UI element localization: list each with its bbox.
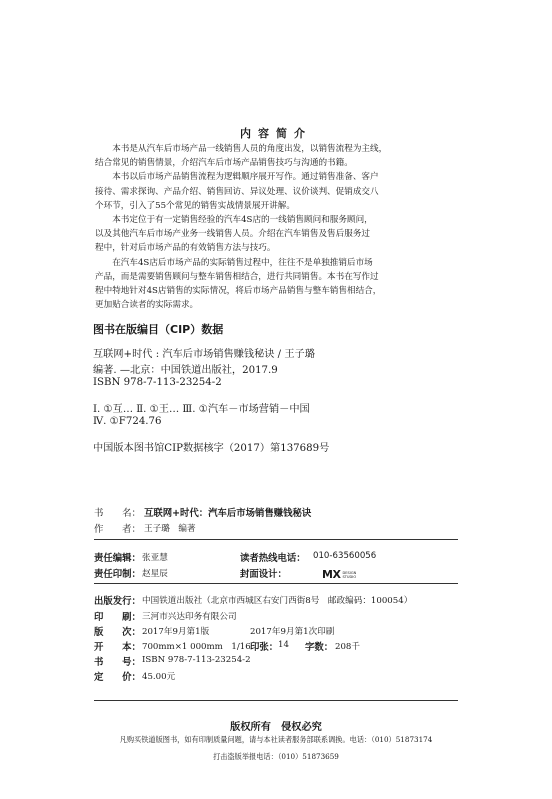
intro-line: 本书是从汽车后市场产品一线销售人员的角度出发，以销售流程为主线， (112, 144, 388, 154)
intro-line: 程中特地针对4S店销售的实际情况，将后市场产品销售与整车销售相结合， (95, 286, 382, 297)
cip-line: 编著. —北京：中国铁道出版社，2017.9 (93, 365, 278, 376)
sheets-label: 印张： (250, 642, 279, 653)
antipiracy-hotline: 打击盗版举报电话：（010）51873659 (213, 752, 339, 761)
cover-design-label: 封面设计： (240, 569, 287, 580)
cip-line: 互联网+时代 : 汽车后市场销售赚钱秘诀 / 王子璐 (93, 349, 315, 360)
intro-line: 本书定位于有一定销售经验的汽车4S店的一线销售顾问和服务顾问， (112, 215, 373, 226)
intro-paragraph (95, 142, 460, 170)
edition-value: 2017年9月第1版 (142, 627, 210, 637)
format-label: 开 本： (94, 642, 141, 653)
brand-subtext-line: STUDIO (342, 574, 357, 579)
brand-mark: MX (322, 568, 341, 581)
brand-subtext (342, 571, 356, 579)
intro-line: 接待、需求探询、产品介绍、销售回访、异议处理、议价谈判、促销成交八 (95, 186, 379, 197)
rights-title: 版权所有 侵权必究 (230, 722, 322, 733)
book-author-label: 作 者： (94, 524, 141, 535)
hotline-value: 010-63560056 (313, 551, 377, 561)
intro-paragraph (95, 213, 460, 256)
intro-line: 在汽车4S店后市场产品的实际销售过程中，往往不是单独推销后市场 (112, 257, 373, 268)
print-manager-label: 责任印制： (94, 569, 141, 580)
divider (94, 583, 458, 584)
divider (94, 700, 458, 701)
cover-design-logo (322, 568, 356, 581)
editor-label: 责任编辑： (94, 553, 141, 564)
intro-line: 本书以后市场产品销售流程为逻辑顺序展开写作。通过销售准备、客户 (112, 172, 379, 183)
cip-heading: 图书在版编目（CIP）数据 (93, 323, 224, 336)
cip-line: Ⅰ. ①互… Ⅱ. ①王… Ⅲ. ①汽车－市场营销－中国 (93, 404, 310, 415)
cip-line: ISBN 978-7-113-23254-2 (93, 377, 222, 388)
intro-line: 个环节，引入了55个常见的销售实战情景展开讲解。 (95, 200, 295, 211)
intro-line: 结合常见的销售情景，介绍汽车后市场产品销售技巧与沟通的书籍。 (95, 158, 353, 169)
divider (94, 539, 458, 540)
printer-label: 印 刷： (94, 612, 141, 623)
price-value: 45.00元 (142, 672, 176, 682)
publisher-label: 出版发行： (94, 596, 141, 607)
intro-line: 更加贴合读者的实际需求。 (95, 300, 199, 311)
isbn-value: ISBN 978-7-113-23254-2 (142, 655, 251, 665)
intro-paragraph (95, 170, 460, 213)
cip-line: Ⅳ. ①F724.76 (93, 416, 162, 427)
intro-line: 程中，针对后市场产品的有效销售方法与技巧。 (95, 243, 276, 254)
book-author-value: 王子璐 编著 (144, 524, 196, 534)
isbn-label: 书 号： (94, 657, 141, 668)
print-manager-value: 赵星辰 (142, 569, 168, 579)
price-label: 定 价： (94, 672, 141, 683)
words-label: 字数： (305, 642, 334, 653)
intro-line: 产品，而是需要销售顾问与整车销售相结合，进行共同销售。本书在写作过 (95, 271, 379, 282)
book-title-value: 互联网+时代：汽车后市场销售赚钱秘诀 (144, 508, 312, 519)
rights-notice: 凡购买铁道版图书，如有印制质量问题，请与本社读者服务部联系调换。电话：（010）51873174 (119, 735, 433, 744)
intro-line: 以及其他汽车后市场产业务一线销售人员。介绍在汽车销售及售后服务过 (95, 229, 371, 240)
printing-value: 2017年9月第1次印刷 (250, 627, 335, 637)
words-value: 208千 (335, 642, 360, 652)
book-title-label: 书 名： (94, 508, 141, 519)
intro-title: 内容简介 (240, 127, 312, 140)
hotline-label: 读者热线电话： (240, 553, 306, 564)
edition-label: 版 次： (94, 627, 141, 638)
format-value: 700mm×1 000mm 1/16 (142, 642, 251, 652)
brand-subtext-line: DESIGN (342, 570, 357, 575)
intro-body (95, 142, 460, 312)
printer-value: 三河市兴达印务有限公司 (142, 612, 237, 622)
editor-value: 张亚慧 (142, 553, 168, 563)
cip-number: 中国版本图书馆CIP数据核字（2017）第137689号 (93, 443, 330, 454)
publisher-value: 中国铁道出版社（北京市西城区右安门西街8号 邮政编码：100054） (142, 596, 413, 606)
sheets-value: 14 (278, 640, 289, 650)
intro-paragraph (95, 256, 460, 313)
